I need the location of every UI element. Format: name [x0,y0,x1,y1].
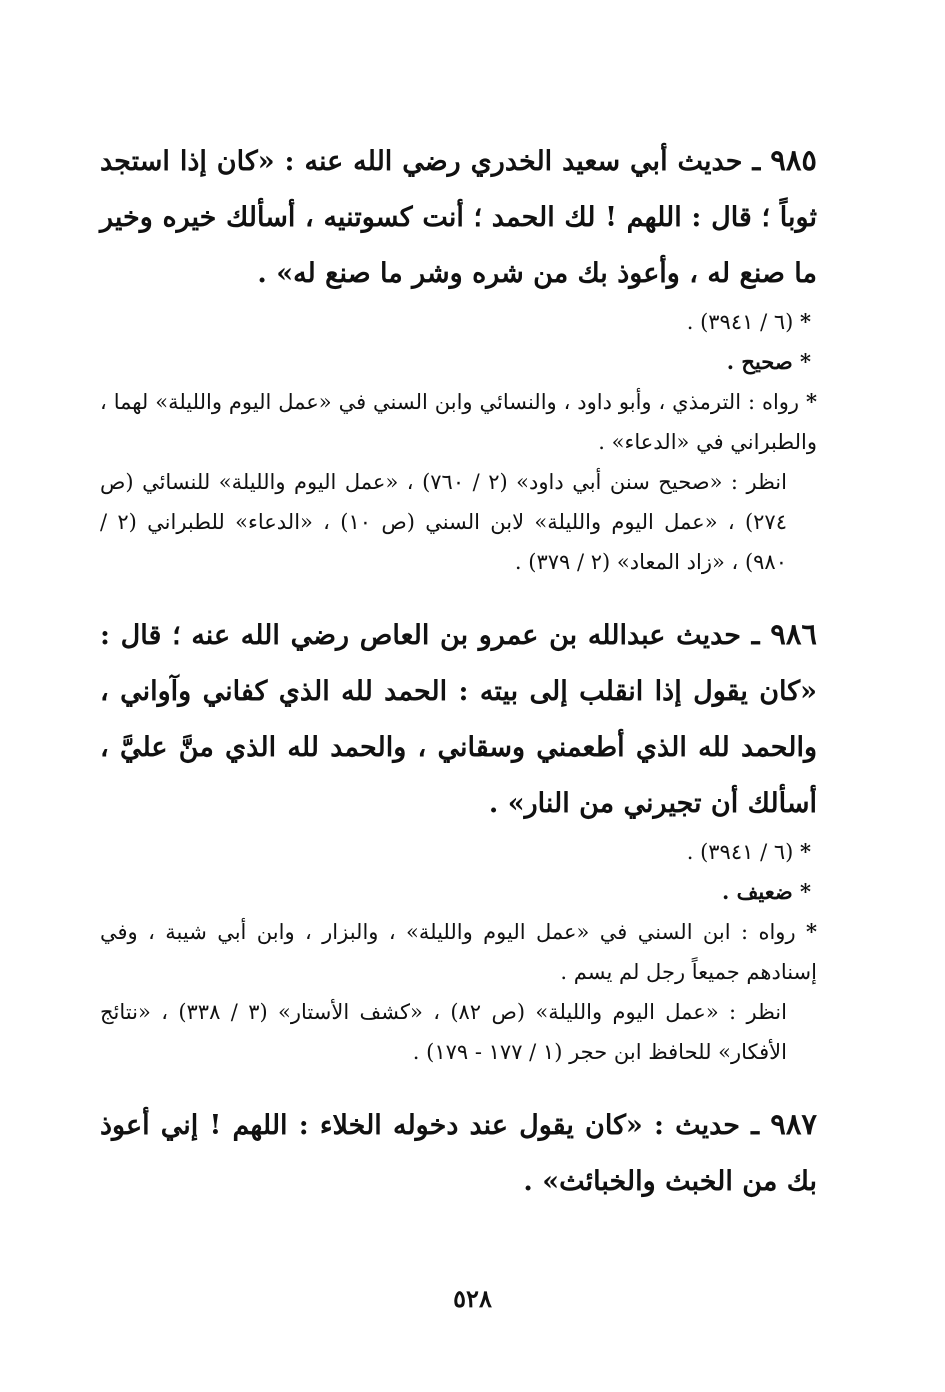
star-marker: * [800,879,811,904]
grade: صحيح . [726,349,793,374]
narrators: رواه : الترمذي ، وأبو داود ، والنسائي وابن السني في «عمل اليوم والليلة» لهما ، والطبراني في «الدعاء» . [100,390,817,454]
hadith-text [100,1096,817,1210]
reference: (٦ / ٣٩٤١) . [686,840,794,864]
hadith-entry [100,132,817,582]
hadith-number: ٩٨٥ [770,143,818,177]
hadith-body: حديث أبي سعيد الخدري رضي الله عنه : «كان إذا استجد ثوباً ؛ قال : اللهم ! لك الحمد ؛ أنت كسوتنيه ، أسألك خيره وخير ما صنع له ، وأعوذ بك من شره وشر ما صنع له» . [100,146,817,289]
star-marker: * [800,839,811,864]
grade-line [100,342,817,382]
hadith-body: حديث عبدالله بن عمرو بن العاص رضي الله عنه ؛ قال : «كان يقول إذا انقلب إلى بيته : الحمد لله الذي كفاني وآواني ، والحمد لله الذي أطعمني وسقاني ، والحمد لله الذي منَّ عليَّ ، أسألك أن تجيرني من النار» . [100,620,817,819]
document-page [100,132,817,1228]
hadith-body: حديث : «كان يقول عند دخوله الخلاء : اللهم ! إني أعوذ بك من الخبث والخبائث» . [100,1110,817,1197]
see-also-note [100,462,817,582]
star-marker: * [800,309,811,334]
reference: (٦ / ٣٩٤١) . [686,310,794,334]
dash: ـ [751,620,760,651]
page-number: ٥٢٨ [453,1284,492,1313]
star-marker: * [800,349,811,374]
reference-line [100,832,817,872]
dash: ـ [752,146,761,177]
grade: ضعيف . [722,879,793,904]
hadith-number: ٩٨٦ [770,617,818,651]
hadith-text [100,606,817,832]
hadith-entry [100,606,817,1072]
star-marker: * [806,919,817,944]
narrators-note [100,912,817,992]
hadith-text [100,132,817,302]
hadith-number: ٩٨٧ [770,1107,817,1141]
narrators-note [100,382,817,462]
reference-line [100,302,817,342]
dash: ـ [751,1110,760,1141]
see-also: انظر : «صحيح سنن أبي داود» (٢ / ٧٦٠) ، «عمل اليوم والليلة» للنسائي (ص ٢٧٤) ، «عمل اليوم والليلة» لابن السني (ص ١٠) ، «الدعاء» للطبراني (٢ / ٩٨٠) ، «زاد المعاد» (٢ / ٣٧٩) . [100,470,787,574]
hadith-entry [100,1096,817,1210]
see-also: انظر : «عمل اليوم والليلة» (ص ٨٢) ، «كشف الأستار» (٣ / ٣٣٨) ، «نتائج الأفكار» للحافظ ابن حجر (١ / ١٧٧ - ١٧٩) . [100,1000,787,1064]
narrators: رواه : ابن السني في «عمل اليوم والليلة» ، والبزار ، وابن أبي شيبة ، وفي إسنادهم جميعاً رجل لم يسم . [100,920,817,984]
see-also-note [100,992,817,1072]
star-marker: * [806,389,817,414]
grade-line [100,872,817,912]
